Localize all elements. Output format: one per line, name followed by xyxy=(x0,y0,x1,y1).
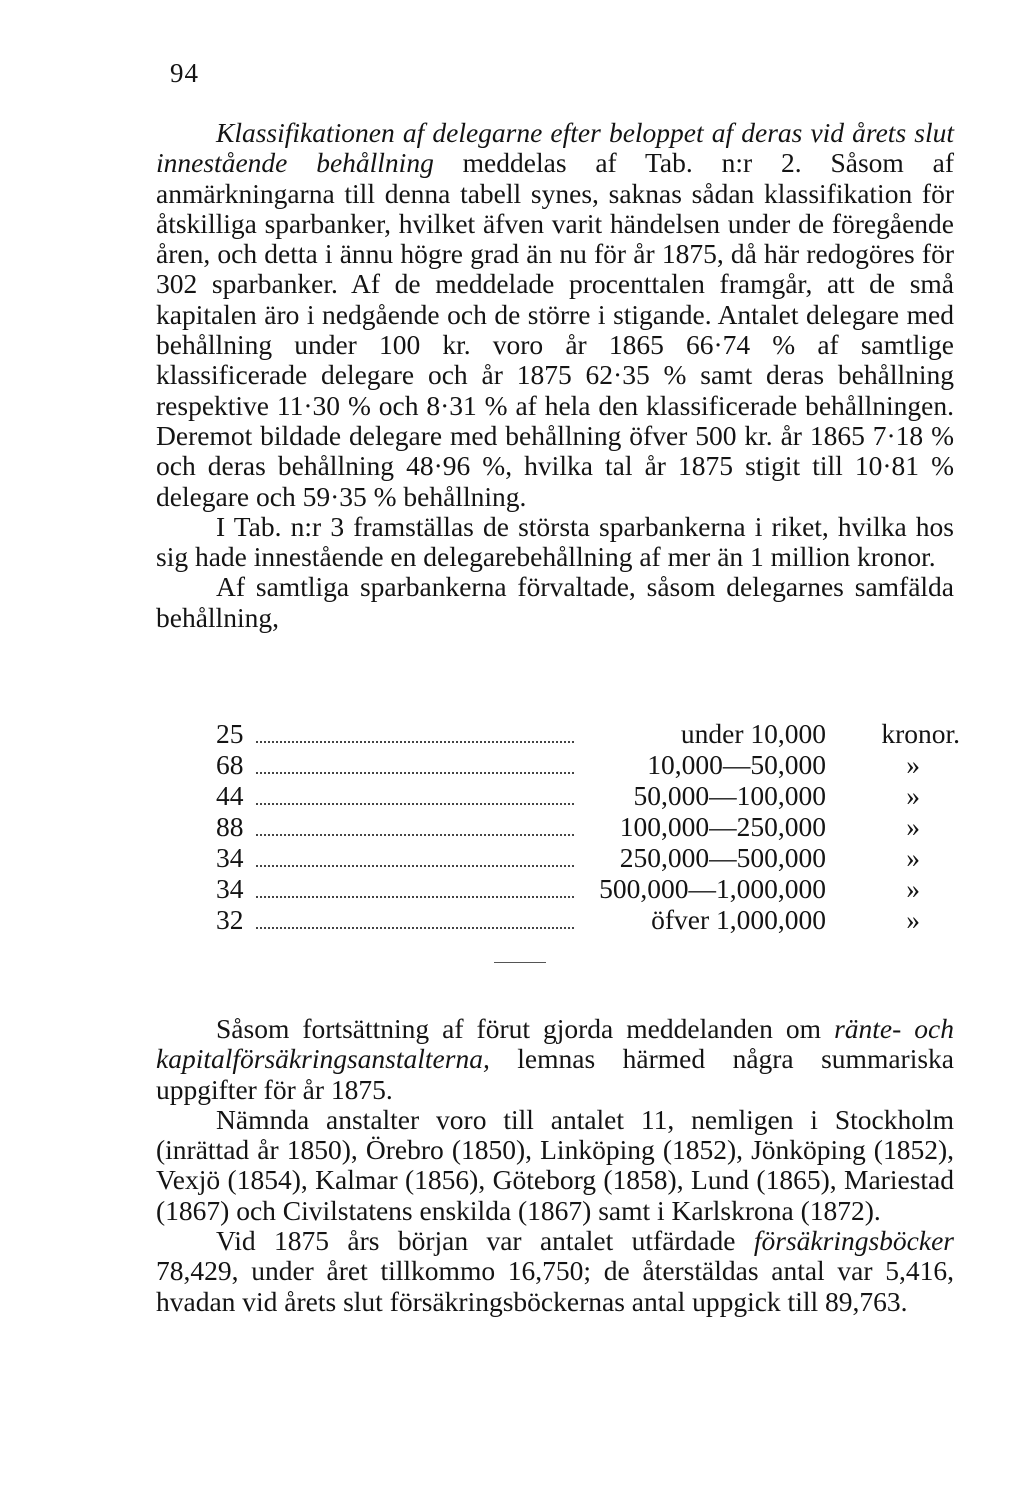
bank-holdings-table xyxy=(216,718,960,935)
dot-leader xyxy=(256,865,574,867)
paragraph-text: meddelas af Tab. n:r 2. Såsom af anmärkningarna till denna tabell synes, saknas sådan klassifikation för åtskilliga sparbanker, hvilket äfven varit händelsen under de föregående åren, och detta i ännu högre grad än nu för år 1875, då här redogöres för 302 sparbanker. Af de meddelade procenttalen framgår, att de små kapitalen äro i nedgående och de större i stigande. Antalet delegare med behållning under 100 kr. voro år 1865 66·74 % af samtlige klassificerade delegare och år 1875 62·35 % samt deras behållning respektive 11·30 % och 8·31 % af hela den klassificerade behållningen. Deremot bildade delegare med behållning öfver 500 kr. år 1865 7·18 % och deras behållning 48·96 %, hvilka tal år 1875 stigit till 10·81 % delegare och 59·35 % behållning. xyxy=(156,147,954,512)
dot-leader xyxy=(256,834,574,836)
range-cell: öfver 1,000,000 xyxy=(651,904,826,935)
count-cell: 68 xyxy=(216,749,244,780)
table-row xyxy=(216,780,960,811)
range-cell: 500,000—1,000,000 xyxy=(599,873,826,904)
unit-cell: » xyxy=(906,780,920,811)
page-number: 94 xyxy=(170,58,199,88)
range-cell: 10,000—50,000 xyxy=(647,749,826,780)
paragraph-text: Såsom fortsättning af förut gjorda meddelanden om xyxy=(216,1013,835,1044)
paragraph-insurance-intro xyxy=(156,1014,954,1105)
unit-cell: » xyxy=(906,842,920,873)
count-cell: 34 xyxy=(216,842,244,873)
italic-phrase: försäkringsböcker xyxy=(753,1225,954,1257)
unit-cell: » xyxy=(906,904,920,935)
count-cell: 88 xyxy=(216,811,244,842)
paragraph-institutions: Nämnda anstalter voro till antalet 11, nemligen i Stockholm (inrättad år 1850), Örebro (1850), Linköping (1852), Jönköping (1852), Vexjö (1854), Kalmar (1856), Göteborg (1858), Lund (1865), Mariestad (1867) och Civilstatens enskilda (1867) samt i Karlskrona (1872). xyxy=(156,1103,954,1226)
paragraph-classification xyxy=(156,118,954,512)
paragraph-samfalda: Af samtliga sparbankerna förvaltade, såsom delegarnes samfälda behållning, xyxy=(156,571,954,633)
unit-cell: » xyxy=(906,811,920,842)
text-block-top xyxy=(156,118,954,633)
unit-cell: » xyxy=(906,873,920,904)
italic-phrase: ränte- och kapitalförsäkringsanstalterna, xyxy=(156,1013,954,1075)
paragraph-text: Vid 1875 års början var antalet utfärdade xyxy=(216,1225,754,1257)
count-cell: 44 xyxy=(216,780,244,811)
paragraph-text: lemnas härmed några summariska uppgifter för år 1875. xyxy=(156,1043,954,1105)
table-row xyxy=(216,842,960,873)
table-row xyxy=(216,873,960,904)
text-block-bottom xyxy=(156,1014,954,1317)
dot-leader xyxy=(256,741,574,743)
dot-leader xyxy=(256,772,574,774)
range-cell: 100,000—250,000 xyxy=(619,811,826,842)
unit-cell: kronor. xyxy=(881,718,960,749)
dot-leader xyxy=(256,803,574,805)
range-cell: 250,000—500,000 xyxy=(619,842,826,873)
table-row xyxy=(216,749,960,780)
paragraph-text: 78,429, under året tillkommo 16,750; de återstäldas antal var 5,416, hvadan vid årets slut försäkringsböckernas antal uppgick till 89,763. xyxy=(156,1255,954,1317)
dot-leader xyxy=(256,896,574,898)
italic-phrase: Klassifikationen af delegarne efter beloppet af deras vid årets slut innestående behållning xyxy=(156,117,954,179)
unit-cell: » xyxy=(906,749,920,780)
count-cell: 25 xyxy=(216,718,244,749)
range-cell: 50,000—100,000 xyxy=(633,780,826,811)
table-row xyxy=(216,718,960,749)
count-cell: 34 xyxy=(216,873,244,904)
paragraph-table-3: I Tab. n:r 3 framställas de största sparbankerna i riket, hvilka hos sig hade innestående en delegarebehållning af mer än 1 million kronor. xyxy=(156,510,954,573)
section-divider xyxy=(494,962,546,963)
paragraph-insurance-books xyxy=(156,1226,954,1317)
table-row xyxy=(216,904,960,935)
count-cell: 32 xyxy=(216,904,244,935)
table-row xyxy=(216,811,960,842)
range-cell: under 10,000 xyxy=(680,718,826,749)
dot-leader xyxy=(256,927,574,929)
